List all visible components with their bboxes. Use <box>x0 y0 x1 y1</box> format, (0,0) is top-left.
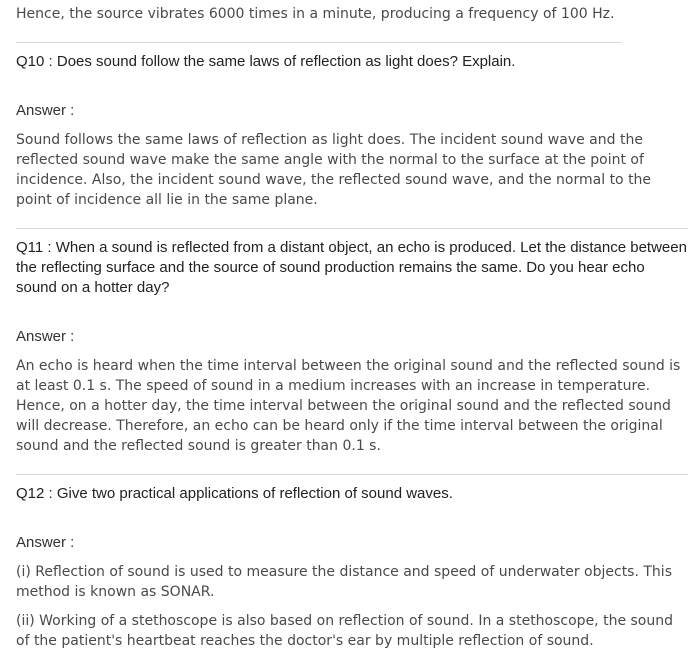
question-12 <box>16 484 688 504</box>
question-text: Does sound follow the same laws of reflection as light does? Explain. <box>52 53 516 70</box>
answer-10-text: Sound follows the same laws of reflection as light does. The incident sound wave and the reflected sound wave make the same angle with the normal to the surface at the point of incidence. Also, the incident sound wave, the reflected sound wave, and the normal to the point of incidence all lie in the same plane. <box>16 132 652 208</box>
question-number: Q10 : <box>16 53 53 70</box>
divider <box>16 474 688 475</box>
question-text: Give two practical applications of reflection of sound waves. <box>52 485 453 502</box>
intro-text: Hence, the source vibrates 6000 times in a minute, producing a frequency of 100 Hz. <box>16 6 615 22</box>
divider <box>16 42 622 43</box>
question-text: When a sound is reflected from a distant object, an echo is produced. Let the distance between the reflecting surface and the source of sound production remains the same. Do you hear echo sound on a hotter day? <box>16 239 687 296</box>
divider <box>16 228 688 229</box>
question-number: Q11 : <box>16 239 52 256</box>
answer-12-point-1: (i) Reflection of sound is used to measure the distance and speed of underwater objects. This method is known as SONAR. <box>16 564 672 600</box>
question-11 <box>16 238 688 298</box>
question-10 <box>16 52 688 72</box>
answer-label: Answer : <box>16 534 75 551</box>
answer-12-point-2: (ii) Working of a stethoscope is also based on reflection of sound. In a stethoscope, the sound of the patient's heartbeat reaches the doctor's ear by multiple reflection of sound. <box>16 613 673 649</box>
question-number: Q12 : <box>16 485 53 502</box>
answer-label: Answer : <box>16 102 75 119</box>
answer-label: Answer : <box>16 328 75 345</box>
answer-11-text: An echo is heard when the time interval between the original sound and the reflected sound is at least 0.1 s. The speed of sound in a medium increases with an increase in temperature. Hence, on a hotter day, the time interval between the original sound and the reflected sound will decrease. Therefore, an echo can be heard only if the time interval between the original sound and the reflected sound is greater than 0.1 s. <box>16 358 681 454</box>
